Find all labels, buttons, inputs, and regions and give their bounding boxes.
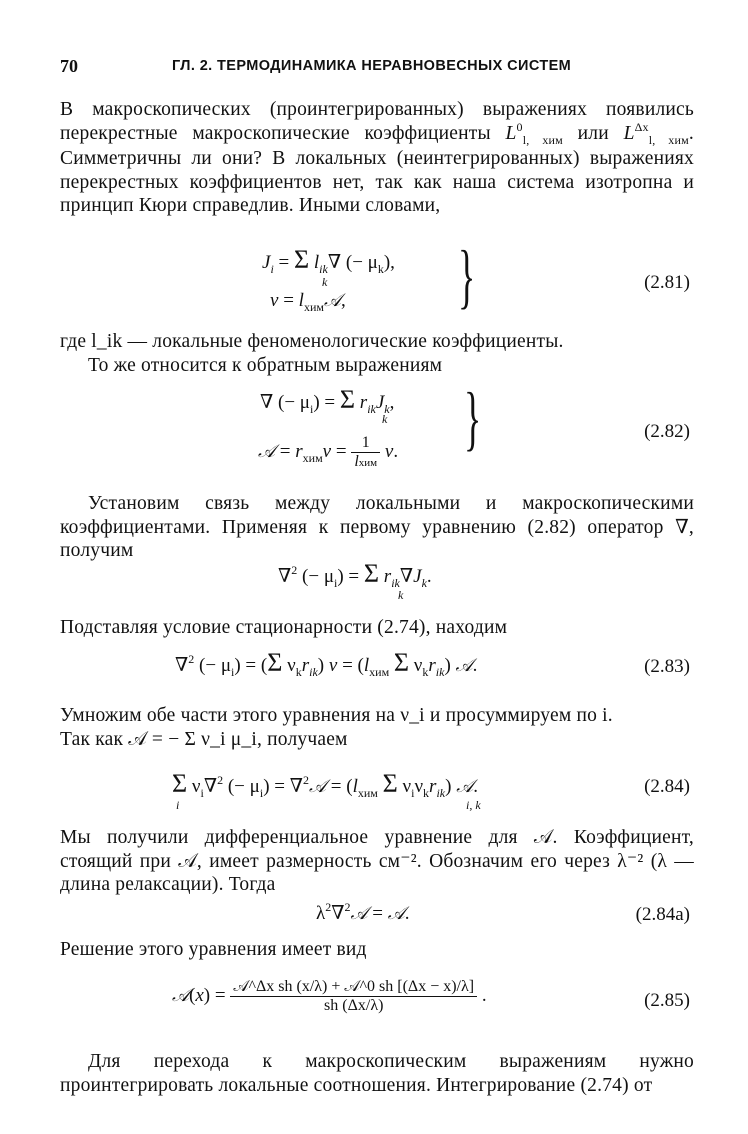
paragraph-3: То же относится к обратным выражениям	[88, 355, 443, 376]
sup-zero: 0	[516, 119, 523, 134]
sub-l-xim: l, хим	[522, 132, 563, 147]
sum-index-ik: i, k	[466, 798, 481, 812]
sum-index-k: k	[322, 275, 328, 289]
paragraph-1: В макроскопических (проинтегрированных) выражениях появились перекрестные макроскопические коэффициенты $L^0_{l, хим}$ или $L^{\Delta x}_{l, хим}$. Симметричны ли они? В локальных (неинтегрированных) выражениях перекрестных коэффициентов нет, так как наша система изотропна и принцип Кюри справедлив. Иными словами,	[60, 99, 694, 216]
equation-2-82-line-2: 𝒜 = $r_{хим}v$ = $\frac{1}{\text{lхим}}$ v.	[258, 434, 399, 470]
equation-number-2-84a: (2.84a)	[635, 904, 690, 925]
sup-dx: Δx	[634, 119, 649, 134]
paragraph-5: Подставляя условие стационарности (2.74), находим	[60, 617, 508, 638]
paragraph-7: Мы получили дифференциальное уравнение для 𝒜. Коэффициент, стоящий при 𝒜, имеет размерность см⁻². Обозначим его через λ⁻² (λ — длина релаксации). Тогда	[60, 827, 694, 895]
equation-2-84a: $\lambda^2\nabla^2𝒜$ = 𝒜.	[316, 900, 410, 924]
eq285-numerator: 𝒜^Δx sh (x/λ) + 𝒜^0 sh [(Δx − x)/λ]	[230, 978, 477, 997]
eq285-denominator: sh (Δx/λ)	[324, 997, 384, 1014]
equation-number-2-85: (2.85)	[644, 990, 690, 1011]
paragraph-9: Для перехода к макроскопическим выражениям нужно проинтегрировать локальные соотношения. Интегрирование (2.74) от	[60, 1051, 694, 1096]
paragraph-8: Решение этого уравнения имеет вид	[60, 939, 367, 960]
equation-number-2-82: (2.82)	[644, 421, 690, 442]
paragraph-1-text-b: или	[562, 122, 624, 144]
brace-2-82: }	[464, 378, 482, 458]
brace-2-81: }	[458, 236, 476, 316]
paragraph-2: где l_ik — локальные феноменологические коэффициенты.	[60, 331, 564, 352]
sum-index-k-3: k	[398, 588, 404, 602]
equation-2-83: ∇$^2$ (− $\mu_i) = (\Sigma$ $\nu_kr_{ik}$) $v = (l_{хим}$ Σ $\nu_kr_{ik}$) 𝒜.	[175, 648, 478, 679]
equation-number-2-83: (2.83)	[644, 656, 690, 677]
equation-2-81-line-2: $v = l_{хим}𝒜$,	[270, 290, 346, 314]
page-number: 70	[60, 56, 78, 76]
equation-2-84: Σ $\nu_i\nabla^2$ (− $\mu_i$) = ∇$^2$𝒜 = ($l_{хим}$ Σ $\nu_i\nu_kr_{ik}$) 𝒜.	[172, 769, 478, 800]
equation-grad2: ∇$^2$ (− $\mu_i) = \Sigma$ $r_{ik}\nabla J_k$.	[278, 559, 432, 590]
paragraph-4: Установим связь между локальными и макроскопическими коэффициентами. Применяя к первому уравнению (2.82) оператор ∇, получим	[60, 493, 694, 561]
equation-2-82-line-1: ∇ (− $\mu_i) = \Sigma$ $r_{ik}J_k$,	[260, 385, 395, 416]
running-title: ГЛ. 2. ТЕРМОДИНАМИКА НЕРАВНОВЕСНЫХ СИСТЕМ	[172, 58, 572, 74]
equation-2-85: 𝒜(x) = $\frac{\text{𝒜\textasciicircum{}Δx sh (x/λ) + 𝒜\textasciicircum{}0 sh [(Δx − x)/λ]}}{sh (\Delta x/\lambda)}$ .	[172, 978, 487, 1014]
paragraph-6a: Умножим обе части этого уравнения на ν_i и просуммируем по i.	[60, 705, 613, 726]
page-header	[60, 56, 690, 80]
sum-index-i: i	[176, 798, 180, 812]
sub-xim: хим	[303, 300, 324, 314]
sub-l-xim-2: l, хим	[648, 132, 689, 147]
equation-number-2-84: (2.84)	[644, 776, 690, 797]
paragraph-1-text-a: В макроскопических (проинтегрированных) выражениях появились перекрестные макроскопические коэффициенты	[60, 99, 694, 144]
sum-index-k-2: k	[382, 412, 388, 426]
equation-2-81-line-1: $J_i = \Sigma$ $l_{ik}\nabla$ (− $\mu_k$),	[262, 245, 395, 276]
paragraph-6b: Так как 𝒜 = − Σ ν_i μ_i, получаем	[60, 729, 348, 750]
equation-number-2-81: (2.81)	[644, 272, 690, 293]
paragraph-1-text-c: . Симметричны ли они? В локальных (неинтегрированных) выражениях перекрестных коэффициентов нет, так как наша система изотропна и принцип Кюри справедлив. Иными словами,	[60, 122, 694, 216]
